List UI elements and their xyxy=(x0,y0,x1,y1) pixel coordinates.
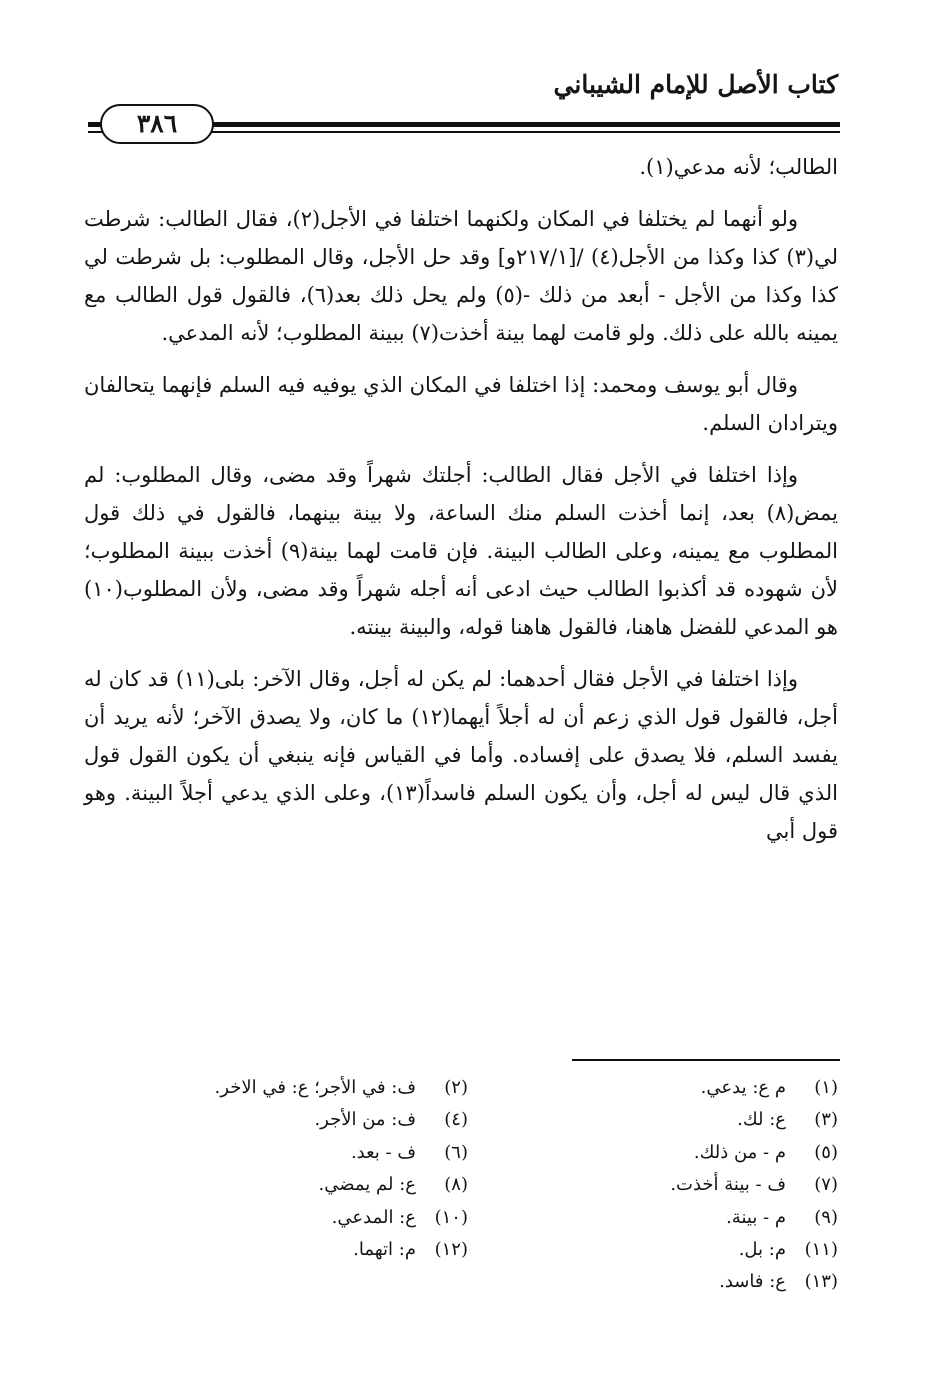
footnote-number: (٧) xyxy=(814,1174,838,1196)
footnote-number: (١٠) xyxy=(434,1206,468,1228)
footnotes-right-column xyxy=(468,1072,838,1299)
footnotes-divider xyxy=(572,1059,840,1061)
footnote-number: (١) xyxy=(814,1077,838,1098)
footnote xyxy=(468,1072,838,1104)
paragraph: وإذا اختلفا في الأجل فقال الطالب: أجلتك شهراً وقد مضى، وقال المطلوب: لم يمض(٨) بعد، إنما أخذت السلم منك الساعة، ولا بينة بينهما، فالقول في ذلك قول المطلوب مع يمينه، وعلى الطالب البينة. فإن قامت لهما بينة(٩) أخذت ببينة المطلوب؛ لأن شهوده قد أكذبوا الطالب حيث ادعى أنه أجله شهراً وقد مضى، ولأن المطلوب(١٠) هو المدعي للفضل هاهنا، فالقول هاهنا قوله، والبينة بينته. xyxy=(84,463,838,639)
footnote xyxy=(98,1202,468,1234)
footnote-number: (٦) xyxy=(444,1141,468,1163)
footnote-number: (٩) xyxy=(814,1206,838,1228)
footnote xyxy=(468,1169,838,1201)
footnotes xyxy=(84,1072,838,1299)
footnote-text: ع: لك. xyxy=(737,1109,786,1131)
footnote-number: (٣) xyxy=(814,1109,838,1131)
footnote-text: م - بينة. xyxy=(726,1206,786,1228)
footnote-text: ع: فاسد. xyxy=(719,1271,786,1293)
footnote-number: (٤) xyxy=(444,1109,468,1131)
footnote-text: م: بل. xyxy=(738,1239,786,1261)
footnote-text: ف: من الأجر. xyxy=(314,1109,416,1131)
main-text xyxy=(84,148,838,864)
book-title: كتاب الأصل للإمام الشيباني xyxy=(553,70,838,99)
page-number-badge xyxy=(100,104,214,144)
footnote xyxy=(98,1137,468,1169)
footnote-number: (١٣) xyxy=(804,1271,838,1293)
footnote-text: ع: المدعي. xyxy=(331,1206,416,1228)
footnote xyxy=(468,1234,838,1266)
paragraph: الطالب؛ لأنه مدعي(١). xyxy=(639,155,838,179)
footnote xyxy=(98,1234,468,1266)
footnote-text: ع: لم يمضي. xyxy=(318,1174,416,1196)
paragraph: وإذا اختلفا في الأجل فقال أحدهما: لم يكن له أجل، وقال الآخر: بلى(١١) قد كان له أجل، فالقول قول الذي زعم أن له أجلاً أيهما(١٢) ما كان، ولا يصدق الآخر؛ لأنه يريد أن يفسد السلم، فلا يصدق على إفساده. وأما في القياس فإنه ينبغي أن يكون القول قول الذي قال ليس له أجل، وأن يكون السلم فاسداً(١٣)، وعلى الذي يدعي أجلاً البينة. وهو قول أبي xyxy=(84,667,838,843)
footnote xyxy=(98,1072,468,1104)
footnote-text: ف - بعد. xyxy=(350,1141,416,1163)
paragraph: ولو أنهما لم يختلفا في المكان ولكنهما اختلفا في الأجل(٢)، فقال الطالب: شرطت لي(٣) كذا وكذا من الأجل(٤) /[٢١٧/١و] وقد حل الأجل، وقال المطلوب: بل شرطت لي كذا وكذا من الأجل - أبعد من ذلك -(٥) ولم يحل ذلك بعد(٦)، فالقول قول الطالب مع يمينه بالله على ذلك. ولو قامت لهما بينة أخذت(٧) ببينة المطلوب؛ لأنه المدعي. xyxy=(84,207,838,345)
footnotes-left-column xyxy=(98,1072,468,1299)
footnote-text: ف - بينة أخذت. xyxy=(670,1174,786,1196)
footnote-number: (٥) xyxy=(814,1141,838,1163)
footnote xyxy=(468,1104,838,1136)
footnote xyxy=(468,1266,838,1298)
footnote-text: ف: في الأجر؛ ع: في الاخر. xyxy=(214,1077,416,1098)
page-number: ٣٨٦ xyxy=(136,109,178,138)
footnote-text: م - من ذلك. xyxy=(693,1141,786,1163)
footnote-number: (٢) xyxy=(444,1077,468,1098)
footnote-number: (٨) xyxy=(444,1174,468,1196)
footnote xyxy=(98,1169,468,1201)
footnote-number: (١٢) xyxy=(434,1239,468,1261)
footnote-number: (١١) xyxy=(804,1239,838,1261)
footnote xyxy=(468,1202,838,1234)
footnote xyxy=(468,1137,838,1169)
paragraph: وقال أبو يوسف ومحمد: إذا اختلفا في المكان الذي يوفيه فيه السلم فإنهما يتحالفان ويترادان السلم. xyxy=(84,373,838,435)
footnote xyxy=(98,1104,468,1136)
footnote-text: م ع: يدعي. xyxy=(700,1077,786,1098)
footnote-text: م: اتهما. xyxy=(353,1239,416,1261)
